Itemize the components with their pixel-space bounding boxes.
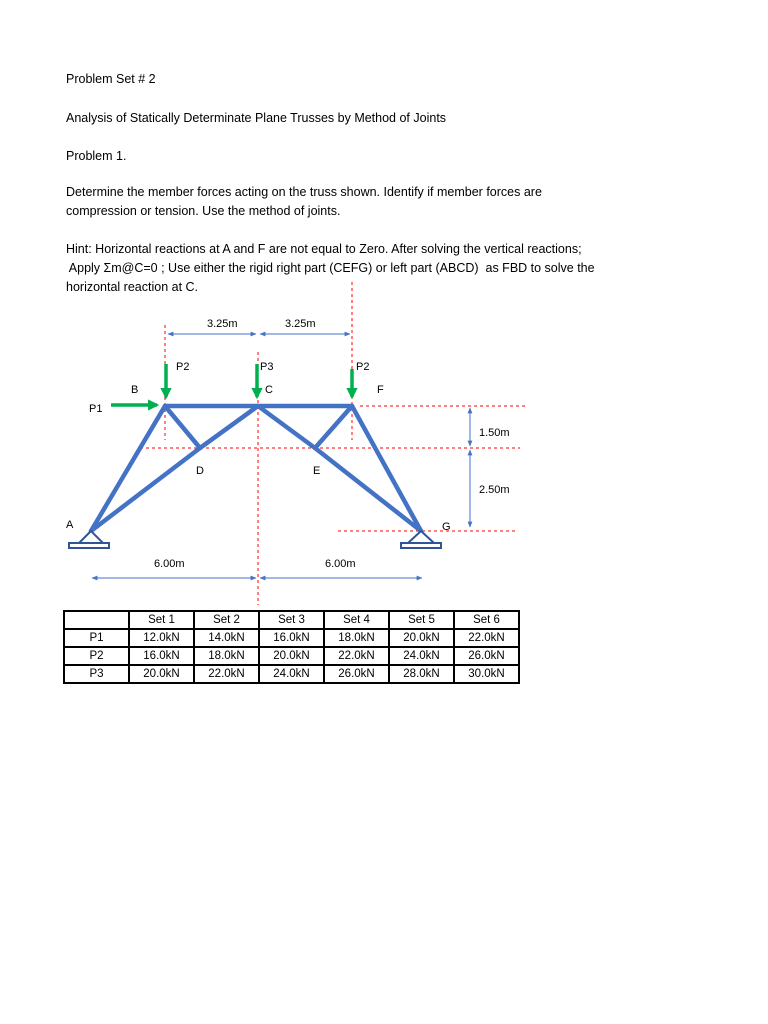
member-ef [315, 406, 352, 448]
table-cell: 22.0kN [454, 629, 519, 647]
load-sets-table [63, 610, 520, 684]
load-label-p3: P3 [260, 361, 274, 373]
table-cell: 24.0kN [389, 647, 454, 665]
table-row [64, 629, 519, 647]
member-fg [352, 406, 421, 531]
table-row [64, 665, 519, 683]
table-cell: 30.0kN [454, 665, 519, 683]
node-label-g: G [442, 521, 451, 533]
table-header-cell [64, 611, 129, 629]
description-line-1: Determine the member forces acting on the truss shown. Identify if member forces are [66, 185, 542, 199]
load-label-p1: P1 [89, 403, 103, 415]
table-row-label: P2 [64, 647, 129, 665]
table-cell: 24.0kN [259, 665, 324, 683]
member-ad [91, 448, 200, 531]
table-cell: 20.0kN [129, 665, 194, 683]
table-cell: 16.0kN [259, 629, 324, 647]
hint-line-3: horizontal reaction at C. [66, 280, 199, 294]
table-header-cell: Set 2 [194, 611, 259, 629]
member-cd [200, 406, 258, 448]
node-label-f: F [377, 384, 384, 396]
table-cell: 22.0kN [194, 665, 259, 683]
dim-label-bottom-left: 6.00m [154, 558, 185, 570]
table-header-cell: Set 4 [324, 611, 389, 629]
support-g [401, 531, 441, 548]
load-arrows [111, 364, 352, 405]
problem-heading: Problem 1. [66, 149, 127, 163]
table-cell: 20.0kN [389, 629, 454, 647]
table-cell: 12.0kN [129, 629, 194, 647]
dim-label-vert-upper: 1.50m [479, 427, 510, 439]
table-cell: 26.0kN [454, 647, 519, 665]
table-cell: 14.0kN [194, 629, 259, 647]
table-cell: 18.0kN [324, 629, 389, 647]
table-header-cell: Set 6 [454, 611, 519, 629]
load-label-p2-left: P2 [176, 361, 190, 373]
table-row [64, 647, 519, 665]
table-cell: 18.0kN [194, 647, 259, 665]
member-eg [315, 448, 421, 531]
table-header-cell: Set 5 [389, 611, 454, 629]
member-ab [91, 406, 165, 531]
dim-label-top-left: 3.25m [207, 318, 238, 330]
table-header-row [64, 611, 519, 629]
page-title: Problem Set # 2 [66, 72, 156, 86]
hint-line-1: Hint: Horizontal reactions at A and F are not equal to Zero. After solving the vertical reactions; [66, 242, 582, 256]
load-label-p2-right: P2 [356, 361, 370, 373]
dim-label-bottom-right: 6.00m [325, 558, 356, 570]
member-ce [258, 406, 315, 448]
table-row-label: P3 [64, 665, 129, 683]
node-label-c: C [265, 384, 273, 396]
dim-label-top-right: 3.25m [285, 318, 316, 330]
table-header-cell: Set 3 [259, 611, 324, 629]
table-cell: 22.0kN [324, 647, 389, 665]
table-header-cell: Set 1 [129, 611, 194, 629]
table-cell: 26.0kN [324, 665, 389, 683]
page-subtitle: Analysis of Statically Determinate Plane Trusses by Method of Joints [66, 111, 447, 125]
table-cell: 20.0kN [259, 647, 324, 665]
member-bd [165, 406, 200, 448]
node-label-e: E [313, 465, 321, 477]
table-row-label: P1 [64, 629, 129, 647]
hint-line-2: Apply Σm@C=0 ; Use either the rigid right part (CEFG) or left part (ABCD) as FBD to solve the [66, 261, 595, 275]
table-cell: 16.0kN [129, 647, 194, 665]
support-a [69, 531, 109, 548]
truss-members [91, 406, 421, 531]
node-label-a: A [66, 519, 74, 531]
description-line-2: compression or tension. Use the method of joints. [66, 204, 341, 218]
table-cell: 28.0kN [389, 665, 454, 683]
node-label-d: D [196, 465, 204, 477]
node-label-b: B [131, 384, 139, 396]
dim-label-vert-lower: 2.50m [479, 484, 510, 496]
